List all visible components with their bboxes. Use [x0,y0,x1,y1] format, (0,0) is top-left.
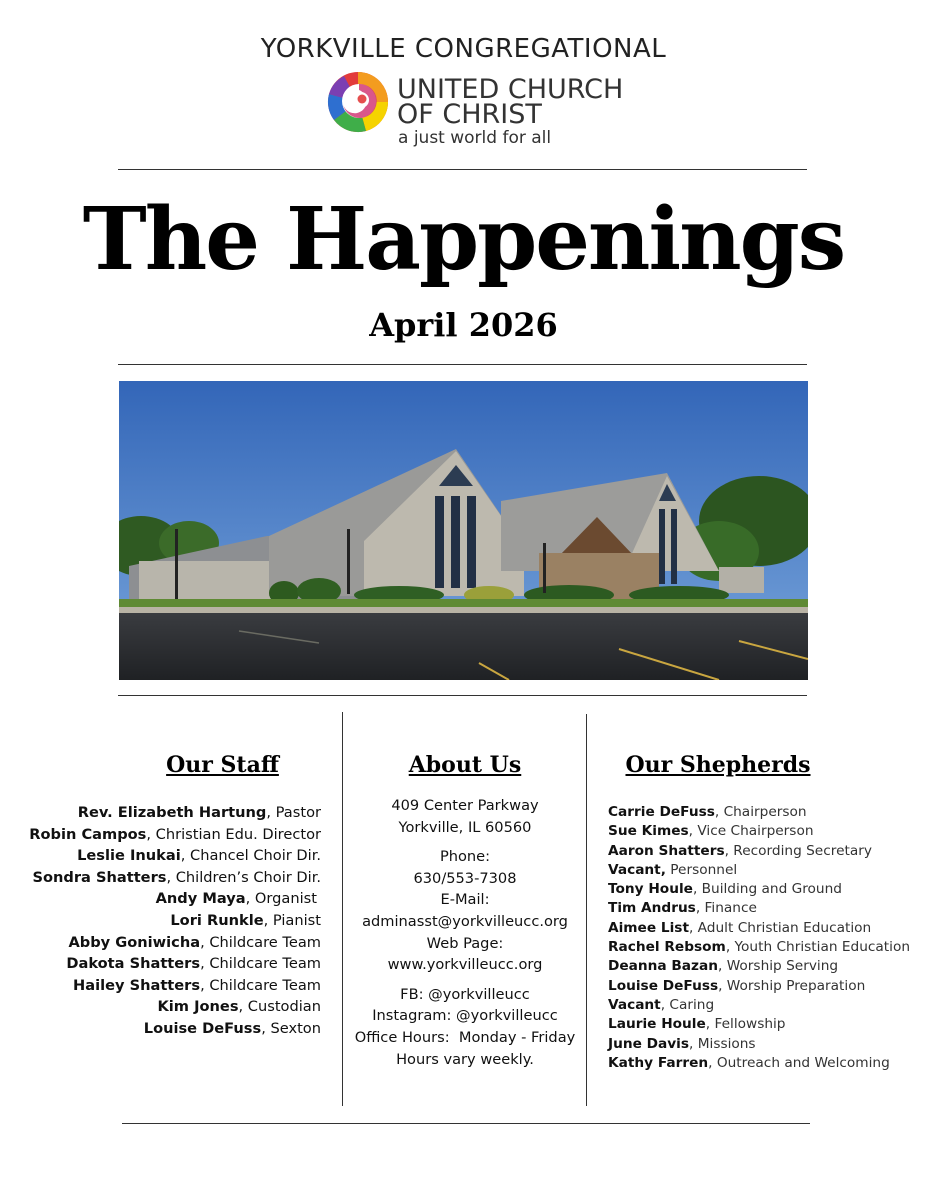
shepherd-name: Sue Kimes [608,823,689,840]
shepherds-list [608,803,918,1073]
tagline: a just world for all [398,128,552,148]
shepherd-role: , Worship Preparation [718,977,866,994]
shepherd-name: Carrie DeFuss [608,804,715,820]
phone-label: Phone: [439,848,491,866]
staff-name: Louise DeFuss [143,1019,262,1037]
staff-role: , Pianist [263,911,321,929]
shepherd-role: , Missions [689,1035,756,1052]
shepherd-role: , Outreach and Welcoming [708,1054,890,1071]
staff-name: Andy Maya [155,890,246,908]
staff-role: , Christian Edu. Director [146,825,321,843]
staff-role: , Pastor [266,804,321,821]
divider-under-photo [118,695,807,696]
shepherd-role: , Finance [695,900,757,917]
shepherd-role: , Recording Secretary [724,842,872,859]
shepherd-row [608,957,918,976]
staff-row [20,867,321,889]
newsletter-title: The Happenings [82,189,845,290]
column-divider-left [342,712,343,1106]
staff-list [20,802,321,1040]
staff-name: Sondra Shatters [32,868,167,886]
shepherd-name: June Davis [608,1035,689,1052]
shepherd-role: , Building and Ground [692,881,842,898]
staff-row [20,845,321,867]
staff-row [20,932,321,954]
staff-name: Dakota Shatters [66,955,201,973]
staff-row [20,910,321,932]
staff-role: , Organist [245,890,317,908]
denomination-name-line1: UNITED CHURCH [397,74,624,105]
staff-name: Robin Campos [29,825,147,843]
shepherd-row [608,803,918,822]
shepherd-row [608,996,918,1015]
shepherd-name: Laurie Houle [608,1016,706,1033]
facebook-handle: FB: @yorkvilleucc [400,985,530,1003]
office-hours: Office Hours: Monday - Friday [354,1028,576,1046]
staff-row [20,953,321,975]
staff-row [20,802,321,824]
staff-name: Leslie Inukai [77,847,181,865]
shepherd-role: Personnel [665,861,738,878]
column-divider-right [586,714,587,1106]
shepherd-name: Kathy Farren [608,1054,709,1071]
shepherd-row [608,880,918,899]
shepherd-name: Tim Andrus [608,900,696,917]
shepherd-name: Louise DeFuss [608,977,719,994]
shepherd-row [608,861,918,880]
shepherd-role: , Worship Serving [718,958,839,975]
instagram-handle: Instagram: @yorkvilleucc [372,1007,558,1025]
shepherd-row [608,977,918,996]
shepherd-row [608,822,918,841]
shepherd-row [608,899,918,918]
shepherd-name: Rachel Rebsom [608,939,726,956]
shepherd-name: Aimee List [608,919,689,936]
about-heading: About Us [408,752,522,778]
website-link[interactable]: www.yorkvilleucc.org [387,956,543,974]
shepherd-name: Vacant [608,996,661,1013]
shepherd-name: Deanna Bazan [608,958,718,975]
staff-name: Lori Runkle [170,911,264,929]
divider-under-title [118,364,807,365]
staff-role: , Childcare Team [200,933,321,951]
issue-date: April 2026 [369,306,558,344]
divider-top [118,169,807,170]
address-line1: 409 Center Parkway [391,797,539,814]
phone-number: 630/553-7308 [413,869,517,887]
divider-bottom [122,1123,810,1124]
email-link[interactable]: adminasst@yorkvilleucc.org [362,912,568,930]
about-block [345,795,585,1070]
shepherd-role: , Vice Chairperson [688,823,814,840]
staff-role: , Children’s Choir Dir. [166,868,321,886]
staff-name: Abby Goniwicha [68,933,201,951]
staff-name: Hailey Shatters [73,976,201,994]
staff-role: , Custodian [238,998,321,1016]
shepherd-name: Vacant, [608,861,666,878]
shepherd-role: , Adult Christian Education [688,919,872,936]
church-building-photo [119,381,808,680]
shepherds-heading: Our Shepherds [625,752,811,778]
shepherd-role: , Chairperson [714,804,807,820]
staff-row [20,824,321,846]
shepherd-role: , Caring [660,996,715,1013]
staff-row [20,996,321,1018]
staff-role: , Childcare Team [200,976,321,994]
shepherd-row [608,842,918,861]
staff-name: Kim Jones [157,998,239,1016]
shepherd-name: Tony Houle [608,881,693,898]
shepherd-name: Aaron Shatters [608,842,725,859]
shepherd-row [608,919,918,938]
shepherd-row [608,1035,918,1054]
shepherd-row [608,938,918,957]
web-label: Web Page: [426,934,504,952]
staff-role: , Chancel Choir Dir. [180,847,321,865]
church-name: YORKVILLE CONGREGATIONAL [260,34,667,64]
staff-role: , Childcare Team [200,955,321,973]
staff-row [20,1018,321,1040]
shepherd-role: , Fellowship [705,1016,786,1033]
shepherd-row [608,1015,918,1034]
staff-row [20,888,321,910]
staff-role: , Sexton [261,1019,321,1037]
hours-note: Hours vary weekly. [396,1050,534,1068]
shepherd-row [608,1054,918,1073]
denomination-name-line2: OF CHRIST [397,99,542,130]
ucc-rainbow-logo-icon [326,70,390,134]
staff-heading: Our Staff [166,752,279,778]
staff-row [20,975,321,997]
email-label: E-Mail: [440,891,490,909]
shepherd-role: , Youth Christian Education [725,939,911,956]
address-line2: Yorkville, IL 60560 [398,818,532,836]
staff-name: Rev. Elizabeth Hartung [77,804,267,821]
